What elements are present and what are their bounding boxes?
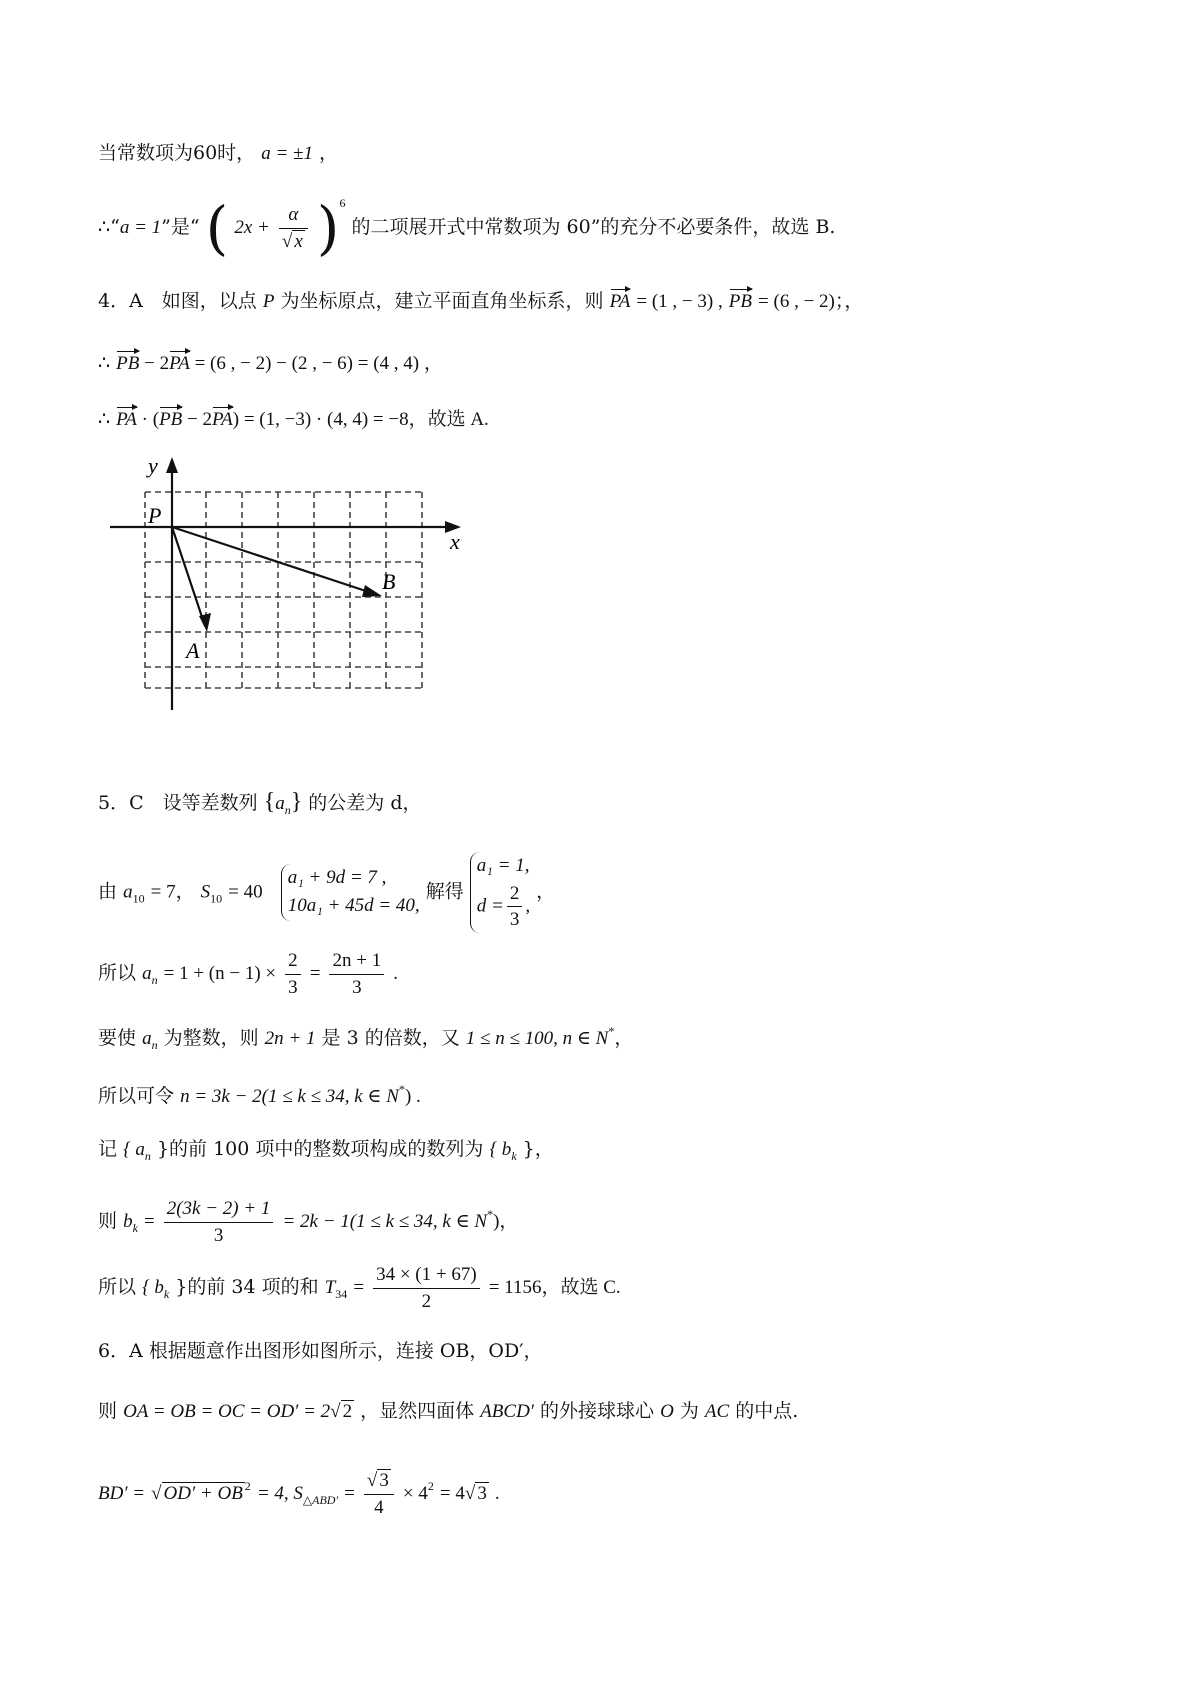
exponent: 2 (244, 1479, 251, 1494)
equation: = (143, 1211, 155, 1233)
equation: = 1 + (n − 1) × (163, 963, 277, 985)
b-label: B (382, 569, 396, 594)
expression: 2n + 1 (264, 1028, 316, 1049)
text: ∴ (98, 408, 117, 430)
y-label: y (148, 455, 158, 478)
text: ∴“ (98, 216, 120, 238)
subscript: 10 (210, 891, 223, 906)
text: 的中点. (735, 1400, 799, 1422)
denominator: 3 (288, 976, 298, 998)
text-line (98, 352, 443, 376)
variable: a (142, 963, 152, 985)
numerator: 2 (285, 948, 301, 975)
text-line (98, 948, 398, 1000)
vector-pa: PA (169, 353, 190, 374)
sequence: { b (142, 1277, 164, 1299)
text: 所以 (98, 962, 137, 985)
exponent: 6 (339, 196, 346, 210)
text: ”是“ (161, 216, 200, 238)
text: 的二项展开式中常数项为 60”的充分不必要条件，故选 B. (351, 216, 836, 238)
system-row: 10a₁ + 45d = 40, (287, 895, 420, 917)
text: 所以 (98, 1276, 137, 1299)
expression: n = 3k − 2(1 ≤ k ≤ 34, k ∈ N (180, 1086, 399, 1107)
fraction (373, 1262, 480, 1314)
text-line (98, 1468, 500, 1520)
equation: = (309, 963, 321, 985)
operator: · ( (136, 409, 160, 430)
b-arrowhead (362, 585, 382, 597)
equation: × 4 (402, 1483, 428, 1505)
text: , (525, 895, 531, 916)
text: 记 (98, 1138, 118, 1160)
text-line (98, 194, 836, 262)
coordinate-grid-figure (100, 455, 500, 755)
radicand: 3 (379, 1470, 389, 1491)
text: ∴ (98, 352, 117, 374)
subscript: △ABD′ (302, 1493, 339, 1508)
solution-system (470, 852, 530, 933)
subscript: n (151, 973, 158, 988)
expression: 2x + (234, 217, 270, 238)
text-line (98, 142, 338, 166)
superscript: * (487, 1207, 494, 1222)
right-paren: ) (316, 194, 340, 262)
fraction (164, 1196, 274, 1248)
subscript: k (163, 1287, 170, 1302)
equation: = 40 (228, 881, 263, 903)
text: 当常数项为60时， (98, 142, 256, 164)
equation: = (6 , − 2) − (2 , − 6) = (4 , 4) ， (189, 353, 443, 374)
variable: a (142, 1028, 152, 1049)
text-line (98, 1262, 621, 1314)
numerator: α (279, 202, 308, 229)
superscript: * (398, 1082, 405, 1096)
radicand: 3 (477, 1483, 487, 1505)
point-p: P (262, 291, 275, 312)
variable: a (275, 793, 285, 814)
vector-pa-arrow (172, 527, 205, 626)
system-row: a₁ = 1, (476, 855, 530, 876)
text-line (98, 290, 863, 314)
left-paren: ( (205, 194, 229, 262)
subscript: n (284, 803, 291, 817)
sqrt: √ OD′ + OB $^2$ (151, 1479, 251, 1505)
equation: = (1 , − 3) , (636, 291, 723, 312)
fraction (364, 1468, 394, 1520)
sqrt: √ 3 (464, 1483, 487, 1505)
subscript: 10 (132, 891, 145, 906)
text: 解得 (425, 880, 464, 903)
radicand: OD′ + OB (163, 1483, 243, 1505)
variable: S (200, 881, 211, 903)
a-label: A (186, 638, 200, 663)
operator: − 2 (139, 353, 170, 374)
equation: = (353, 1277, 365, 1299)
brace: { (263, 789, 276, 815)
equation: = 4, S (256, 1483, 303, 1505)
point-o: O (660, 1401, 674, 1422)
vector-pb: PB (159, 409, 183, 430)
sequence: { b (489, 1139, 512, 1160)
denominator: √ x (281, 230, 303, 252)
equation: ) = (1, −3) · (4, 4) = −8，故选 A. (232, 409, 489, 430)
text: 为 (679, 1400, 699, 1422)
system-row (477, 881, 530, 933)
denominator: 3 (352, 976, 362, 998)
fraction (507, 881, 523, 933)
subscript: n (144, 1149, 151, 1163)
text: }的前 100 项中的整数项构成的数列为 (150, 1138, 484, 1160)
segment-ac: AC (704, 1401, 730, 1422)
text-line (98, 788, 422, 817)
text-line (98, 408, 489, 432)
equation: = (344, 1483, 355, 1505)
variable: T (324, 1277, 336, 1299)
fraction (285, 948, 301, 1000)
denominator: 3 (509, 909, 520, 931)
tetrahedron: ABCD′ (480, 1401, 534, 1422)
equation: = 2k − 1(1 ≤ k ≤ 34, k ∈ N (282, 1211, 488, 1233)
variable: a (123, 881, 133, 903)
equation: = (6 , − 2)；， (758, 291, 864, 312)
text: d = (476, 895, 504, 916)
vector-pa: PA (116, 409, 137, 430)
text-line (98, 1196, 518, 1248)
text: 的公差为 d， (308, 792, 422, 814)
a-arrowhead (199, 613, 211, 632)
text-line (98, 1082, 421, 1109)
text-line (98, 1138, 554, 1163)
text-line (98, 852, 555, 933)
text: 为整数，则 (163, 1027, 259, 1049)
subscript: k (132, 1221, 138, 1236)
denominator: 4 (374, 1496, 384, 1518)
vector-pb-arrow (172, 527, 378, 595)
p-label: P (148, 503, 162, 528)
text: }的前 34 项的和 (169, 1276, 319, 1299)
numerator: 34 × (1 + 67) (373, 1262, 480, 1289)
vector-pa: PA (212, 409, 233, 430)
operator: − 2 (182, 409, 212, 430)
numerator: 2 (507, 881, 523, 908)
text: 6．A 根据题意作出图形如图所示，连接 OB，OD′， (98, 1340, 543, 1362)
text: . (393, 963, 398, 985)
text-line (98, 1400, 798, 1424)
text: ， (536, 880, 556, 903)
denominator: 2 (421, 1290, 432, 1312)
equation: a = ±1 (261, 143, 313, 164)
text: ，显然四面体 (360, 1400, 475, 1422)
subscript: 34 (335, 1287, 348, 1302)
brace: } (290, 789, 303, 815)
denominator: 3 (213, 1224, 224, 1246)
fraction (279, 202, 308, 254)
y-axis-arrowhead (166, 457, 178, 473)
equation: OA = OB = OC = OD′ = 2 (123, 1401, 331, 1422)
vector-pb: PB (728, 291, 752, 312)
text: . (494, 1483, 500, 1505)
text-line (98, 1340, 543, 1363)
fraction (329, 948, 384, 1000)
subscript: n (151, 1038, 158, 1052)
variable: b (123, 1211, 133, 1233)
sequence: { a (123, 1139, 145, 1160)
text-line (98, 1024, 633, 1052)
text: 4．A 如图，以点 (98, 290, 257, 312)
text: 要使 (98, 1027, 137, 1049)
text: 为坐标原点，建立平面直角坐标系，则 (280, 290, 604, 312)
equation: = 4 (439, 1483, 465, 1505)
sqrt: √ 2 (330, 1401, 353, 1422)
vector-pb: PB (116, 353, 140, 374)
text: 则 (98, 1210, 118, 1233)
text: 则 (98, 1400, 118, 1422)
text: 所以可令 (98, 1085, 175, 1107)
equation: = 7， (150, 881, 195, 903)
condition: 1 ≤ n ≤ 100, n ∈ N (465, 1028, 609, 1049)
equation: BD′ = (98, 1483, 146, 1505)
text: ， (614, 1027, 634, 1049)
text: 的外接球球心 (540, 1400, 655, 1422)
superscript: * (608, 1024, 615, 1038)
radicand: x (294, 230, 303, 252)
numerator: 2(3k − 2) + 1 (164, 1196, 274, 1223)
text: ， (319, 142, 339, 164)
text: 是 3 的倍数，又 (321, 1027, 460, 1049)
numerator: √ 3 (364, 1468, 394, 1495)
text: }， (516, 1138, 554, 1160)
subscript: k (511, 1149, 517, 1163)
text: 5．C 设等差数列 (98, 792, 258, 814)
text: )， (493, 1211, 519, 1233)
vector-pa: PA (609, 291, 631, 312)
equation-system (281, 864, 420, 921)
system-row: a₁ + 9d = 7 , (287, 866, 387, 888)
x-label: x (450, 529, 460, 554)
numerator: 2n + 1 (329, 948, 384, 975)
equation: a = 1 (119, 217, 162, 238)
exponent: 2 (427, 1479, 434, 1494)
text: 由 (98, 880, 118, 903)
text: ) . (404, 1086, 421, 1107)
equation: = 1156，故选 C. (488, 1277, 621, 1299)
radicand: 2 (342, 1401, 353, 1422)
